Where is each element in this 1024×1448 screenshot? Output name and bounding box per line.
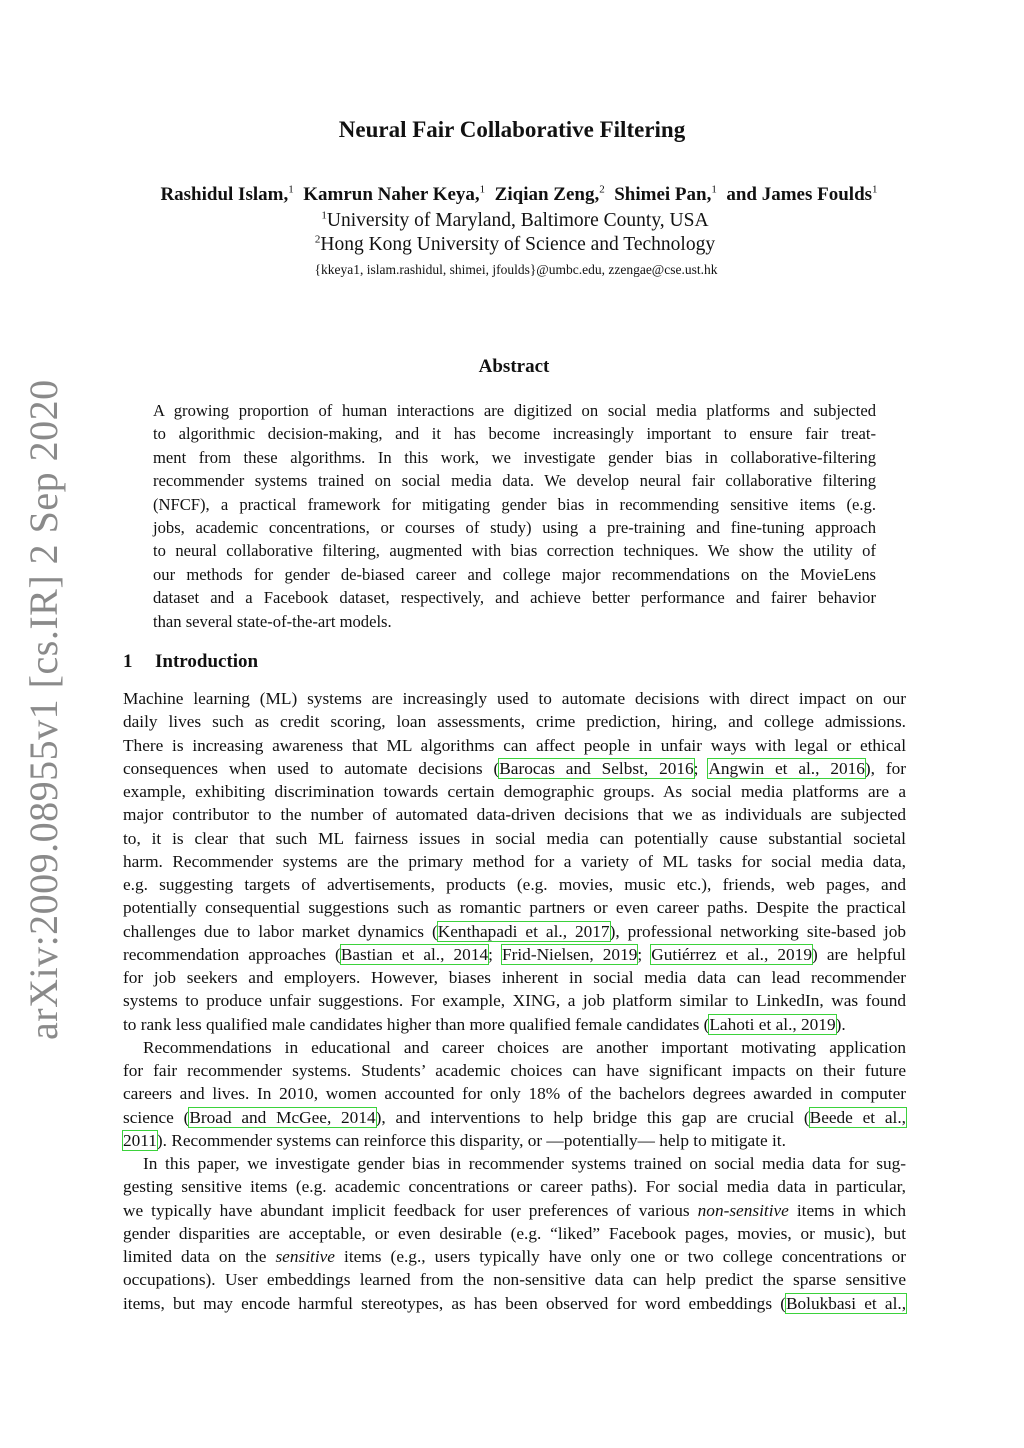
text-run: ;	[488, 944, 503, 964]
arxiv-identifier[interactable]: arXiv:2009.08955v1 [cs.IR] 2 Sep 2020	[21, 379, 66, 1040]
section-heading-introduction	[123, 651, 258, 673]
affiliation-2	[0, 234, 1024, 256]
section-number: 1	[123, 651, 133, 672]
abstract-line: jobs, academic concentrations, or courses of study) using a pre-training and fine-tuning approach	[153, 518, 876, 538]
body-line	[123, 1106, 906, 1129]
text-run: ), professional networking site-based job	[609, 921, 906, 941]
body-line: example, exhibiting discrimination towards certain demographic groups. As social media platforms are a	[123, 782, 906, 801]
text-run: ;	[693, 758, 709, 778]
text-run: ).	[835, 1014, 846, 1034]
author-affiliation-mark: 1	[479, 183, 486, 196]
body-line: harm. Recommender systems are the primary method for a variety of ML tasks for social media data,	[123, 851, 906, 871]
body-line	[123, 1013, 906, 1036]
author-name: Ziqian Zeng,	[494, 184, 600, 205]
author-name: Rashidul Islam,	[160, 184, 289, 205]
abstract-line: recommender systems trained on social media data. We develop neural fair collaborative filtering	[153, 471, 876, 491]
author-affiliation-mark: 1	[872, 183, 878, 196]
abstract-line: dataset and a Facebook dataset, respectively, and achieve better performance and fairer behavior	[153, 588, 876, 608]
text-run: we typically have abundant implicit feedback for user preferences of various	[123, 1200, 698, 1220]
text-run: items, but may encode harmful stereotypes, as has been observed for word embeddings (	[123, 1293, 786, 1313]
text-run: ), and interventions to help bridge this gap are crucial (	[375, 1107, 810, 1127]
citation-link[interactable]: Bastian et al., 2014	[340, 944, 489, 964]
body-line: occupations). User embeddings learned from the non-sensitive data can help predict the sparse sensitive	[123, 1270, 906, 1290]
emphasized-text: non-sensitive	[697, 1200, 789, 1220]
abstract-line: to algorithmic decision-making, and it has become increasingly important to ensure fair treat-	[153, 424, 876, 444]
abstract-line: (NFCF), a practical framework for mitigating gender bias in recommending sensitive items (e.g.	[153, 494, 876, 514]
abstract-line: than several state-of-the-art models.	[153, 611, 392, 631]
text-run: ;	[637, 944, 652, 964]
author-name: and James Foulds	[726, 184, 873, 205]
abstract-heading: Abstract	[478, 356, 550, 377]
body-line: gender disparities are acceptable, or even desirable (e.g. “liked” Facebook pages, movies, or music), but	[123, 1223, 906, 1243]
body-line: In this paper, we investigate gender bias in recommender systems trained on social media data for sug-	[143, 1154, 906, 1173]
body-line	[123, 943, 906, 966]
abstract-body	[153, 399, 876, 633]
body-line: systems to produce unfair suggestions. For example, XING, a job platform similar to LinkedIn, was found	[123, 991, 906, 1011]
abstract-line: to neural collaborative filtering, augmented with bias correction techniques. We show the utility of	[153, 541, 876, 561]
affiliation-name: University of Maryland, Baltimore County, USA	[326, 210, 709, 231]
citation-link[interactable]: Bolukbasi et al.,	[785, 1293, 907, 1313]
body-line	[123, 1245, 906, 1268]
introduction-body	[123, 687, 906, 1315]
author-name: Kamrun Naher Keya,	[303, 184, 480, 205]
body-line: potentially consequential suggestions such as romantic partners or even career paths. Despite the practical	[123, 898, 906, 918]
affiliation-1	[0, 210, 1024, 232]
citation-link[interactable]: 2011	[123, 1130, 157, 1150]
affiliation-mark: 1	[321, 209, 327, 222]
body-line: to, it is clear that such ML fairness issues in social media can potentially cause substantial societal	[123, 828, 906, 848]
affiliation-mark: 2	[314, 233, 321, 246]
citation-link[interactable]: Broad and McGee, 2014	[189, 1107, 376, 1127]
author-emails: {kkeya1, islam.rashidul, shimei, jfoulds}@umbc.edu, zzengae@cse.ust.hk	[314, 262, 718, 277]
body-line: for job seekers and employers. However, biases inherent in social media data can lead recommender	[123, 968, 906, 987]
body-line: major contributor to the number of automated data-driven decisions that we as individuals are subjected	[123, 805, 906, 825]
text-run: ), for	[864, 758, 906, 778]
body-line	[123, 920, 906, 943]
abstract-line: our methods for gender de-biased career and college major recommendations on the MovieLens	[153, 564, 876, 584]
body-line: e.g. suggesting targets of advertisements, products (e.g. movies, music etc.), friends, web pages, and	[123, 875, 906, 894]
citation-link[interactable]: Lahoti et al., 2019	[709, 1014, 836, 1034]
author-name: Shimei Pan,	[614, 184, 712, 205]
text-run: to rank less qualified male candidates higher than more qualified female candidates (	[123, 1014, 710, 1034]
body-line: Machine learning (ML) systems are increasingly used to automate decisions with direct impact on our	[123, 689, 906, 708]
text-run: consequences when used to automate decisions (	[123, 758, 500, 778]
body-line	[123, 1199, 906, 1222]
text-run: ). Recommender systems can reinforce this disparity, or —potentially— help to mitigate it.	[156, 1130, 786, 1150]
text-run: items in which	[788, 1200, 906, 1220]
abstract-line: ment from these algorithms. In this work, we investigate gender bias in collaborative-filtering	[153, 447, 876, 467]
text-run: limited data on the	[123, 1247, 276, 1266]
body-line: careers and lives. In 2010, women accounted for only 18% of the bachelors degrees awarded in computer	[123, 1084, 906, 1104]
body-line	[123, 1292, 906, 1315]
citation-link[interactable]: Beede et al.,	[809, 1107, 906, 1127]
author-affiliation-mark: 2	[599, 183, 605, 196]
citation-link[interactable]: Kenthapadi et al., 2017	[437, 921, 610, 941]
section-title: Introduction	[155, 651, 259, 672]
emphasized-text: sensitive	[275, 1247, 335, 1266]
text-run: items (e.g., users typically have only one or two college concentrations or	[334, 1247, 907, 1266]
body-line: daily lives such as credit scoring, loan assessments, crime prediction, hiring, and college admissions.	[123, 712, 906, 732]
author-affiliation-mark: 1	[288, 183, 294, 196]
body-line: There is increasing awareness that ML algorithms can affect people in unfair ways with legal or ethical	[123, 735, 906, 755]
citation-link[interactable]: Barocas and Selbst, 2016	[499, 758, 694, 778]
body-line: gesting sensitive items (e.g. academic concentrations or career paths). For social media data in particular,	[123, 1177, 906, 1197]
text-run: challenges due to labor market dynamics (	[123, 921, 438, 941]
text-run: recommendation approaches (	[123, 944, 341, 964]
affiliation-name: Hong Kong University of Science and Technology	[320, 234, 716, 255]
text-run: ) are helpful	[811, 944, 906, 964]
author-affiliation-mark: 1	[711, 183, 717, 196]
citation-link[interactable]: Angwin et al., 2016	[708, 758, 865, 778]
paper-title: Neural Fair Collaborative Filtering	[338, 117, 686, 142]
author-list	[0, 184, 1024, 206]
citation-link[interactable]: Gutiérrez et al., 2019	[651, 944, 812, 964]
citation-link[interactable]: Frid-Nielsen, 2019	[502, 944, 638, 964]
abstract-line: A growing proportion of human interactions are digitized on social media platforms and subjected	[153, 401, 876, 420]
body-line: for fair recommender systems. Students’ academic choices can have significant impacts on their future	[123, 1061, 906, 1080]
body-line	[123, 757, 906, 780]
body-line	[123, 1129, 906, 1152]
text-run: science (	[123, 1107, 190, 1127]
body-line: Recommendations in educational and career choices are another important motivating application	[143, 1037, 906, 1057]
